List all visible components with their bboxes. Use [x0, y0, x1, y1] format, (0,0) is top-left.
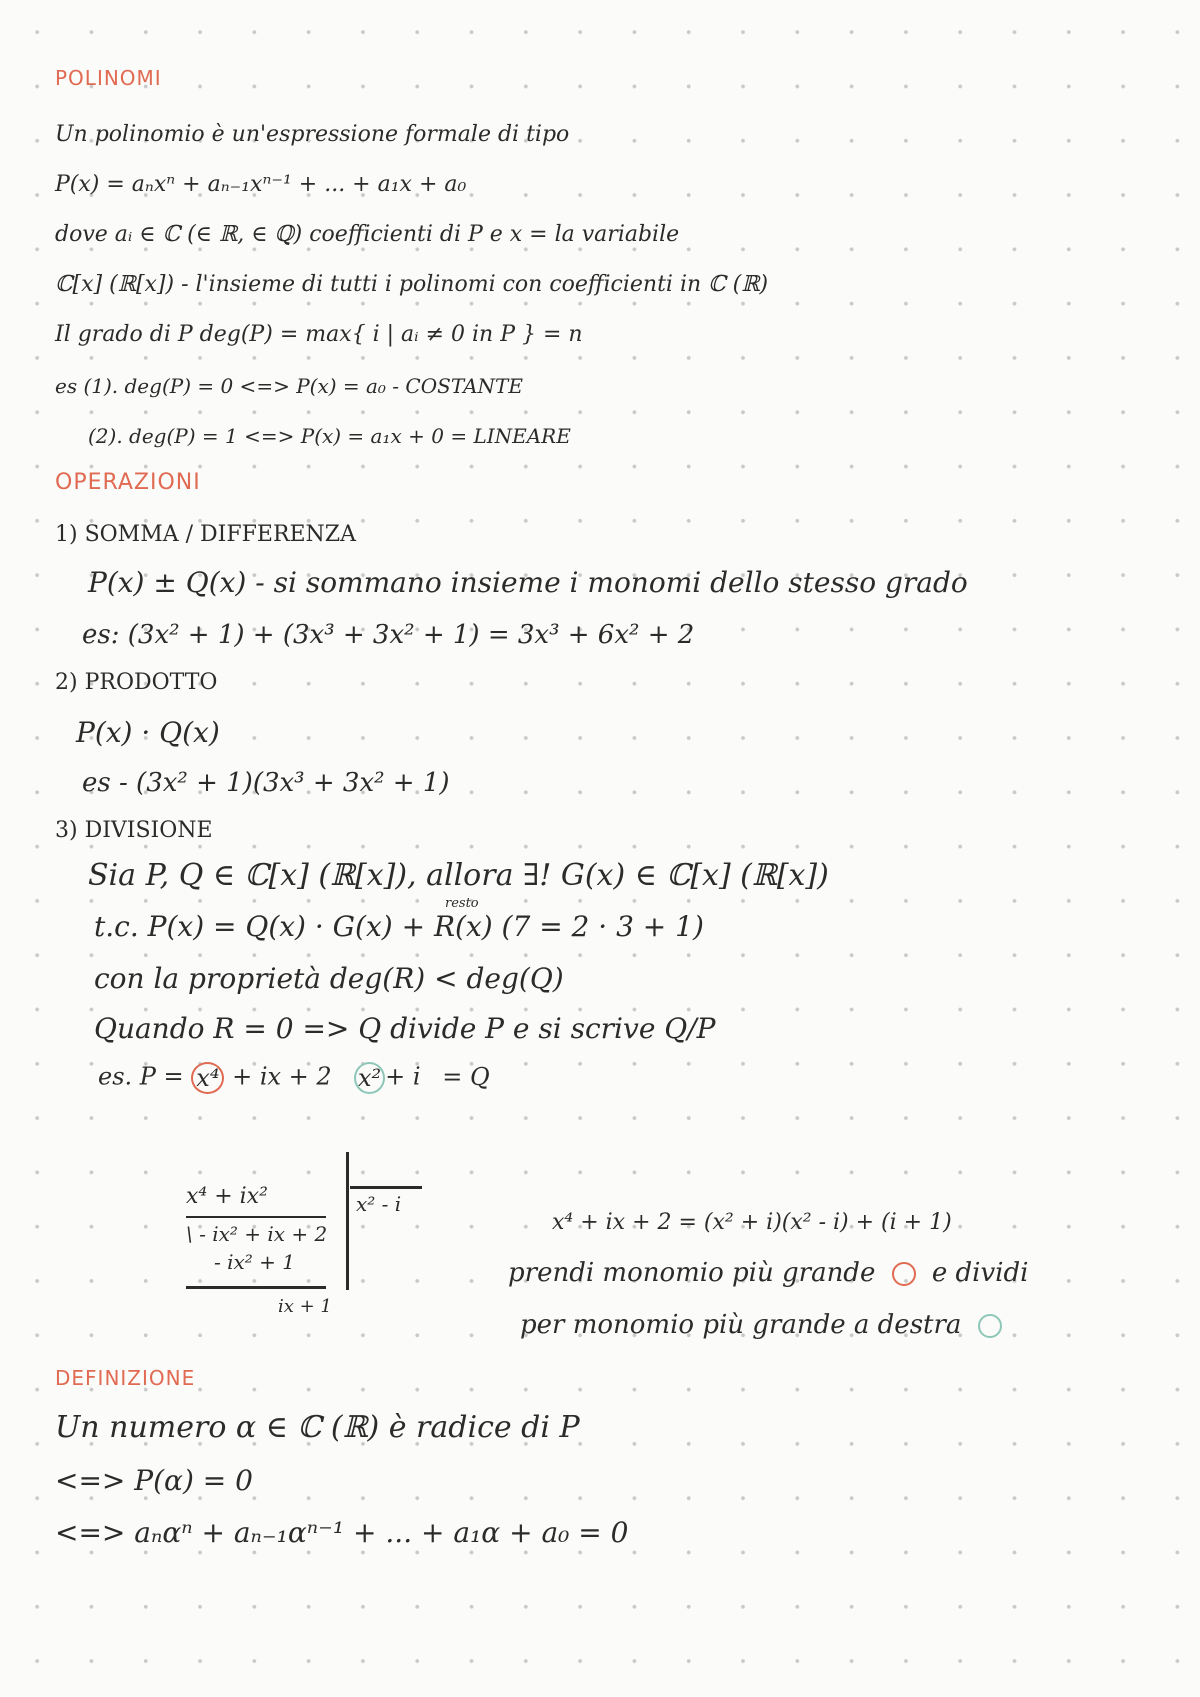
- degree-example-linear: (2). deg(P) = 1 <=> P(x) = a₁x + 0 = LINEARE: [88, 424, 571, 448]
- division-note-1: [508, 1258, 1028, 1288]
- dividend-rest: + ix + 2: [232, 1062, 332, 1091]
- subsection-prodotto: 2) PRODOTTO: [55, 670, 218, 695]
- division-step-3: - ix² + 1: [214, 1250, 296, 1274]
- subsection-divisione: 3) DIVISIONE: [55, 818, 213, 843]
- division-step-underline-2: [186, 1286, 326, 1289]
- divisione-formula: t.c. P(x) = Q(x) · G(x) + R(x) (7 = 2 · 3 + 1): [94, 910, 704, 943]
- red-circle-legend: [892, 1262, 916, 1286]
- highlight-circle-teal: [354, 1062, 385, 1094]
- root-condition-1: <=> P(α) = 0: [55, 1464, 253, 1497]
- prodotto-description: P(x) · Q(x): [76, 716, 220, 749]
- division-result: x⁴ + ix + 2 = (x² + i)(x² - i) + (i + 1): [552, 1210, 952, 1235]
- prodotto-example: es - (3x² + 1)(3x³ + 3x² + 1): [82, 768, 450, 798]
- root-condition-2: <=> aₙαⁿ + aₙ₋₁αⁿ⁻¹ + ... + a₁α + a₀ = 0: [55, 1516, 629, 1549]
- divisione-theorem: Sia P, Q ∈ ℂ[x] (ℝ[x]), allora ∃! G(x) ∈ ℂ[x] (ℝ[x]): [88, 858, 829, 893]
- resto-annotation: resto: [445, 896, 479, 911]
- section-heading-definizione: DEFINIZIONE: [55, 1366, 196, 1390]
- divisor-rest: + i: [385, 1062, 421, 1091]
- subsection-somma: 1) SOMMA / DIFFERENZA: [55, 522, 356, 547]
- division-note-2-text: per monomio più grande a destra: [520, 1310, 962, 1340]
- teal-circle-legend: [978, 1314, 1002, 1338]
- division-quotient: x² - i: [356, 1192, 402, 1216]
- division-note-1-tail: e dividi: [931, 1258, 1029, 1288]
- coefficients-note: dove aᵢ ∈ ℂ (∈ ℝ, ∈ ℚ) coefficienti di P e x = la variabile: [55, 222, 680, 247]
- somma-example: es: (3x² + 1) + (3x³ + 3x² + 1) = 3x³ + 6x² + 2: [82, 620, 695, 650]
- division-quotient-bar: [350, 1186, 422, 1189]
- root-definition: Un numero α ∈ ℂ (ℝ) è radice di P: [55, 1410, 580, 1445]
- division-step-underline-1: [186, 1216, 326, 1218]
- highlight-circle-red: [191, 1062, 224, 1094]
- dividend-leading-term: x⁴: [196, 1064, 220, 1092]
- polynomial-formula: P(x) = aₙxⁿ + aₙ₋₁xⁿ⁻¹ + ... + a₁x + a₀: [55, 172, 467, 197]
- division-step-1: x⁴ + ix²: [186, 1184, 268, 1209]
- somma-description: P(x) ± Q(x) - si sommano insieme i monomi dello stesso grado: [88, 566, 968, 599]
- division-step-2: \ - ix² + ix + 2: [186, 1222, 328, 1246]
- degree-definition: Il grado di P deg(P) = max{ i | aᵢ ≠ 0 in P } = n: [55, 322, 583, 347]
- divisor-leading-term: x²: [358, 1064, 382, 1092]
- division-vertical-bar: [346, 1152, 349, 1290]
- divisione-quando: Quando R = 0 => Q divide P e si scrive Q/P: [94, 1012, 716, 1045]
- division-note-1-text: prendi monomio più grande: [508, 1258, 876, 1288]
- divisione-property: con la proprietà deg(R) < deg(Q): [94, 962, 564, 995]
- section-heading-polinomi: POLINOMI: [55, 66, 162, 90]
- division-example-dividend: [98, 1062, 332, 1094]
- degree-example-constant: es (1). deg(P) = 0 <=> P(x) = a₀ - COSTANTE: [55, 374, 523, 398]
- intro-definition: Un polinomio è un'espressione formale di tipo: [55, 122, 570, 147]
- divisor-label: = Q: [442, 1062, 490, 1091]
- division-note-2: [520, 1310, 1002, 1340]
- section-heading-operazioni: OPERAZIONI: [55, 470, 201, 495]
- division-remainder: ix + 1: [278, 1296, 332, 1317]
- division-example-divisor: [354, 1062, 490, 1094]
- polynomial-set-note: ℂ[x] (ℝ[x]) - l'insieme di tutti i polinomi con coefficienti in ℂ (ℝ): [55, 272, 769, 297]
- division-example-lead: es. P =: [98, 1062, 192, 1091]
